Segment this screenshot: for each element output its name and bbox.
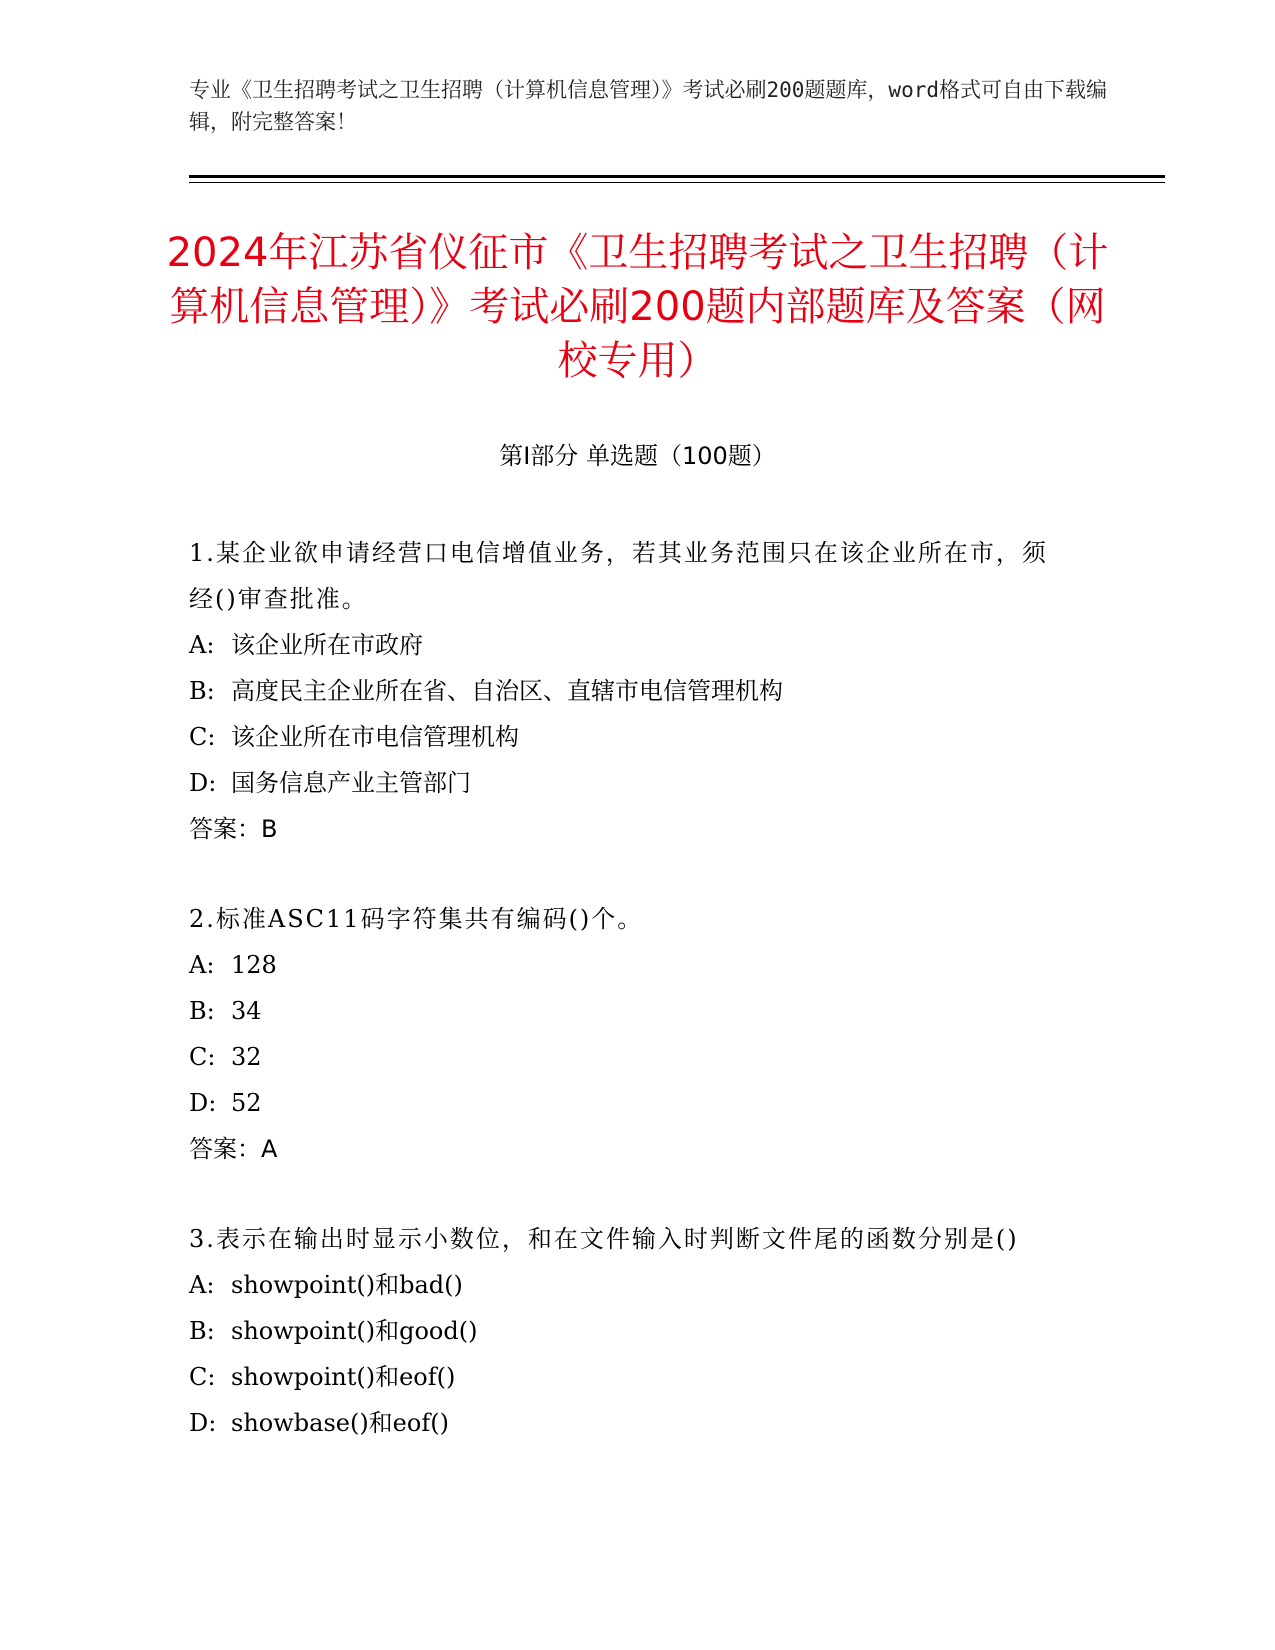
- option-text: 32: [231, 1043, 262, 1071]
- document-title: 2024年江苏省仪征市《卫生招聘考试之卫生招聘（计算机信息管理）》考试必刷200题内部题库及答案（网校专用）: [166, 230, 1109, 384]
- option-letter: B:: [189, 997, 215, 1025]
- option-letter: C:: [189, 723, 216, 751]
- answer: 答案：A: [189, 1135, 278, 1163]
- option-text: 52: [231, 1089, 262, 1117]
- option-letter: D:: [189, 1089, 217, 1117]
- option-text: 该企业所在市电信管理机构: [231, 723, 519, 751]
- option-d: [189, 1400, 1069, 1446]
- option-c: [189, 1354, 1069, 1400]
- question-1: [189, 530, 1069, 852]
- section-title: 第Ⅰ部分 单选题（100题）: [499, 442, 776, 470]
- option-letter: C:: [189, 1043, 216, 1071]
- header-rule-thick: [189, 175, 1165, 178]
- question-2: [189, 896, 1069, 1172]
- option-letter: B:: [189, 677, 215, 705]
- option-text: 该企业所在市政府: [231, 631, 423, 659]
- option-text: showpoint()和bad(): [231, 1271, 463, 1299]
- option-c: [189, 1034, 1069, 1080]
- header-rule-thin: [189, 182, 1165, 183]
- option-a: [189, 942, 1069, 988]
- question-3: [189, 1216, 1069, 1446]
- option-letter: A:: [189, 631, 215, 659]
- question-stem: 3.表示在输出时显示小数位，和在文件输入时判断文件尾的函数分别是(): [189, 1225, 1019, 1253]
- option-text: 128: [231, 951, 277, 979]
- option-letter: D:: [189, 769, 217, 797]
- option-a: [189, 1262, 1069, 1308]
- option-letter: C:: [189, 1363, 216, 1391]
- question-stem: 2.标准ASC11码字符集共有编码()个。: [189, 905, 644, 933]
- option-text: showpoint()和eof(): [231, 1363, 456, 1391]
- option-text: 34: [231, 997, 262, 1025]
- option-d: [189, 760, 1069, 806]
- answer: 答案：B: [189, 815, 278, 843]
- option-letter: B:: [189, 1317, 215, 1345]
- option-text: showbase()和eof(): [231, 1409, 449, 1437]
- option-text: 国务信息产业主管部门: [231, 769, 471, 797]
- option-text: 高度民主企业所在省、自治区、直辖市电信管理机构: [231, 677, 783, 705]
- option-letter: D:: [189, 1409, 217, 1437]
- option-b: [189, 988, 1069, 1034]
- option-b: [189, 1308, 1069, 1354]
- question-stem: 1.某企业欲申请经营口电信增值业务，若其业务范围只在该企业所在市，须经()审查批准。: [189, 539, 1048, 613]
- option-b: [189, 668, 1069, 714]
- option-a: [189, 622, 1069, 668]
- header-note: 专业《卫生招聘考试之卫生招聘（计算机信息管理）》考试必刷200题题库，word格式可自由下载编辑，附完整答案！: [189, 78, 1107, 134]
- option-letter: A:: [189, 1271, 215, 1299]
- option-c: [189, 714, 1069, 760]
- option-letter: A:: [189, 951, 215, 979]
- option-text: showpoint()和good(): [231, 1317, 478, 1345]
- option-d: [189, 1080, 1069, 1126]
- question-list: [189, 530, 1069, 1490]
